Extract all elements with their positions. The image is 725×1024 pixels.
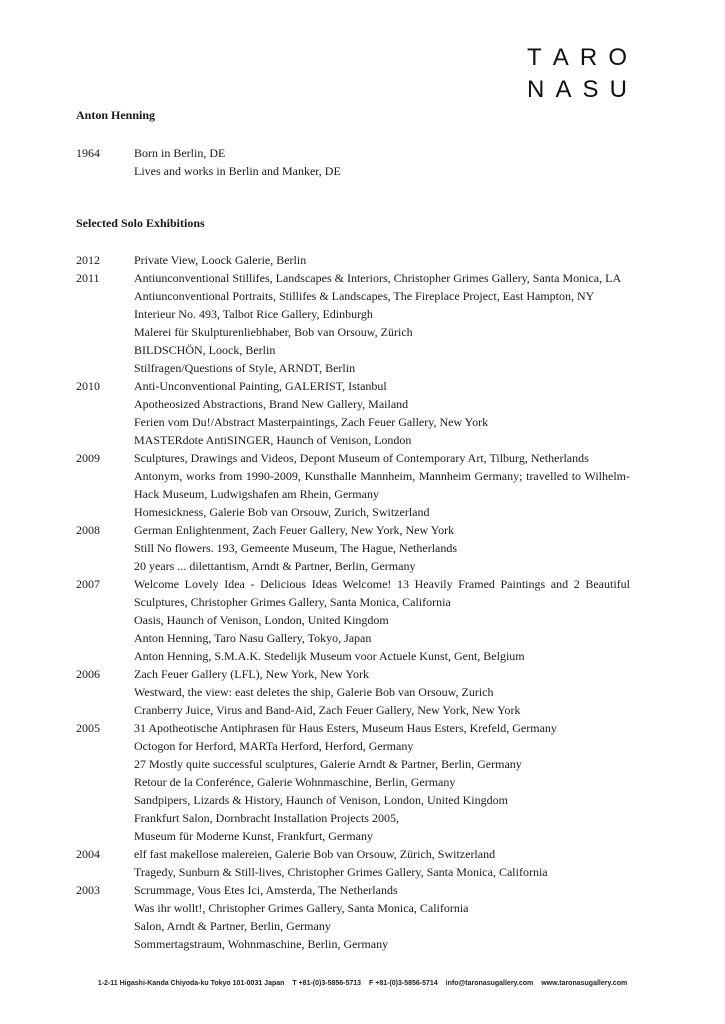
exhibition-entry: Sandpipers, Lizards & History, Haunch of Venison, London, United Kingdom [134,793,508,807]
exhibition-entries [134,269,630,377]
exhibition-entry: Zach Feuer Gallery (LFL), New York, New York [134,667,369,681]
bio-year [76,162,134,180]
exhibition-entries [134,575,630,665]
exhibition-entries [134,521,630,575]
exhibition-year: 2005 [76,721,100,735]
exhibition-year: 2006 [76,667,100,681]
biography [76,144,341,180]
exhibition-year: 2008 [76,523,100,537]
footer-contact [0,980,725,987]
exhibition-year-group [76,377,630,449]
footer-fax: F +81-(0)3-5856-5714 [369,980,438,987]
footer-phone: T +81-(0)3-5856-5713 [292,980,362,987]
exhibition-year: 2012 [76,253,100,267]
exhibition-entries [134,449,630,521]
logo-letter: T [527,44,542,71]
exhibition-entry: Welcome Lovely Idea - Delicious Ideas Welcome! 13 Heavily Framed Paintings and 2 Beautiful Sculptures, Christopher Grimes Gallery, Santa Monica, California [134,577,630,609]
exhibition-year-group [76,251,630,269]
bio-text: Lives and works in Berlin and Manker, DE [134,164,341,178]
exhibition-year-group [76,881,630,953]
exhibition-entry: BILDSCHÖN, Loock, Berlin [134,343,276,357]
exhibition-entry: Tragedy, Sunburn & Still-lives, Christopher Grimes Gallery, Santa Monica, California [134,865,548,879]
exhibition-entry: Anton Henning, Taro Nasu Gallery, Tokyo, Japan [134,631,372,645]
exhibition-year: 2004 [76,847,100,861]
exhibition-entry: elf fast makellose malereien, Galerie Bob van Orsouw, Zürich, Switzerland [134,847,496,861]
exhibition-year: 2010 [76,379,100,393]
exhibition-entry: Sculptures, Drawings and Videos, Depont Museum of Contemporary Art, Tilburg, Netherlands [134,451,589,465]
exhibition-entry: Antiunconventional Stillifes, Landscapes & Interiors, Christopher Grimes Gallery, Santa Monica, LA [134,271,622,285]
exhibition-year: 2011 [76,271,100,285]
logo-letter: S [582,76,599,103]
logo-letter: O [608,44,627,71]
exhibition-entry: Malerei für Skulpturenliebhaber, Bob van Orsouw, Zürich [134,325,413,339]
exhibition-entry: Interieur No. 493, Talbot Rice Gallery, Edinburgh [134,307,373,321]
exhibition-entry: Sommertagstraum, Wohnmaschine, Berlin, Germany [134,937,389,951]
exhibition-entry: Scrummage, Vous Etes Ici, Amsterda, The Netherlands [134,883,398,897]
exhibition-entries [134,251,630,269]
exhibition-entry: MASTERdote AntiSINGER, Haunch of Venison, London [134,433,412,447]
exhibition-year: 2007 [76,577,100,591]
logo-letter: N [527,76,545,103]
exhibition-entry: Was ihr wollt!, Christopher Grimes Gallery, Santa Monica, California [134,901,469,915]
exhibition-entries [134,377,630,449]
artist-name: Anton Henning [76,108,156,122]
footer-address: 1-2-11 Higashi-Kanda Chiyoda-ku Tokyo 101-0031 Japan [97,980,285,987]
logo-letter: R [579,44,598,71]
exhibition-entry: Apotheosized Abstractions, Brand New Gallery, Mailand [134,397,409,411]
exhibition-entry: Antiunconventional Portraits, Stillifes & Landscapes, The Fireplace Project, East Hampton, NY [134,289,595,303]
exhibition-year: 2003 [76,883,100,897]
exhibition-entries [134,881,630,953]
exhibition-year-group [76,521,630,575]
exhibition-entry: Still No flowers. 193, Gemeente Museum, The Hague, Netherlands [134,541,458,555]
exhibition-entry: Frankfurt Salon, Dornbracht Installation Projects 2005, [134,811,399,825]
exhibition-entry: Oasis, Haunch of Venison, London, United Kingdom [134,613,389,627]
exhibition-entries [134,845,630,881]
section-title: Selected Solo Exhibitions [76,216,205,230]
bio-row [76,144,341,162]
exhibition-entry: Ferien vom Du!/Abstract Masterpaintings, Zach Feuer Gallery, New York [134,415,489,429]
gallery-logo [527,42,627,106]
exhibition-entry: Anti-Unconventional Painting, GALERIST, Istanbul [134,379,387,393]
logo-line-1 [527,42,627,74]
exhibition-entry: 27 Mostly quite successful sculptures, Galerie Arndt & Partner, Berlin, Germany [134,757,522,771]
exhibition-entry: Museum für Moderne Kunst, Frankfurt, Germany [134,829,373,843]
logo-letter: A [552,44,569,71]
footer-email[interactable]: info@taronasugallery.com [445,980,534,987]
exhibition-year-group [76,269,630,377]
exhibition-year-group [76,845,630,881]
exhibition-entry: 31 Apotheotische Antiphrasen für Haus Esters, Museum Haus Esters, Krefeld, Germany [134,721,557,735]
bio-text: Born in Berlin, DE [134,146,226,160]
logo-line-2 [527,74,627,106]
exhibition-entry: Octogon for Herford, MARTa Herford, Herford, Germany [134,739,414,753]
exhibition-entry: Westward, the view: east deletes the ship, Galerie Bob van Orsouw, Zurich [134,685,494,699]
footer-website[interactable]: www.taronasugallery.com [541,980,628,987]
exhibition-year: 2009 [76,451,100,465]
exhibition-year-group [76,575,630,665]
exhibition-entries [134,665,630,719]
exhibition-entry: Homesickness, Galerie Bob van Orsouw, Zurich, Switzerland [134,505,430,519]
exhibition-year-group [76,719,630,845]
exhibition-year-group [76,665,630,719]
exhibition-entry: Salon, Arndt & Partner, Berlin, Germany [134,919,331,933]
exhibition-entry: Cranberry Juice, Virus and Band-Aid, Zach Feuer Gallery, New York, New York [134,703,521,717]
exhibition-entry: Retour de la Conferénce, Galerie Wohnmaschine, Berlin, Germany [134,775,456,789]
exhibition-year-group [76,449,630,521]
bio-year: 1964 [76,146,100,160]
bio-row [76,162,341,180]
exhibition-entries [134,719,630,845]
exhibition-entry: Anton Henning, S.M.A.K. Stedelijk Museum voor Actuele Kunst, Gent, Belgium [134,649,525,663]
exhibition-list [76,251,630,953]
exhibition-entry: Stilfragen/Questions of Style, ARNDT, Berlin [134,361,356,375]
exhibition-entry: German Enlightenment, Zach Feuer Gallery, New York, New York [134,523,455,537]
exhibition-entry: Antonym, works from 1990-2009, Kunsthalle Mannheim, Mannheim Germany; travelled to Wilhelm-Hack Museum, Ludwigshafen am Rhein, Germany [134,469,630,501]
exhibition-entry: 20 years ... dilettantism, Arndt & Partner, Berlin, Germany [134,559,416,573]
logo-letter: U [609,76,627,103]
exhibition-entry: Private View, Loock Galerie, Berlin [134,253,307,267]
logo-letter: A [555,76,572,103]
